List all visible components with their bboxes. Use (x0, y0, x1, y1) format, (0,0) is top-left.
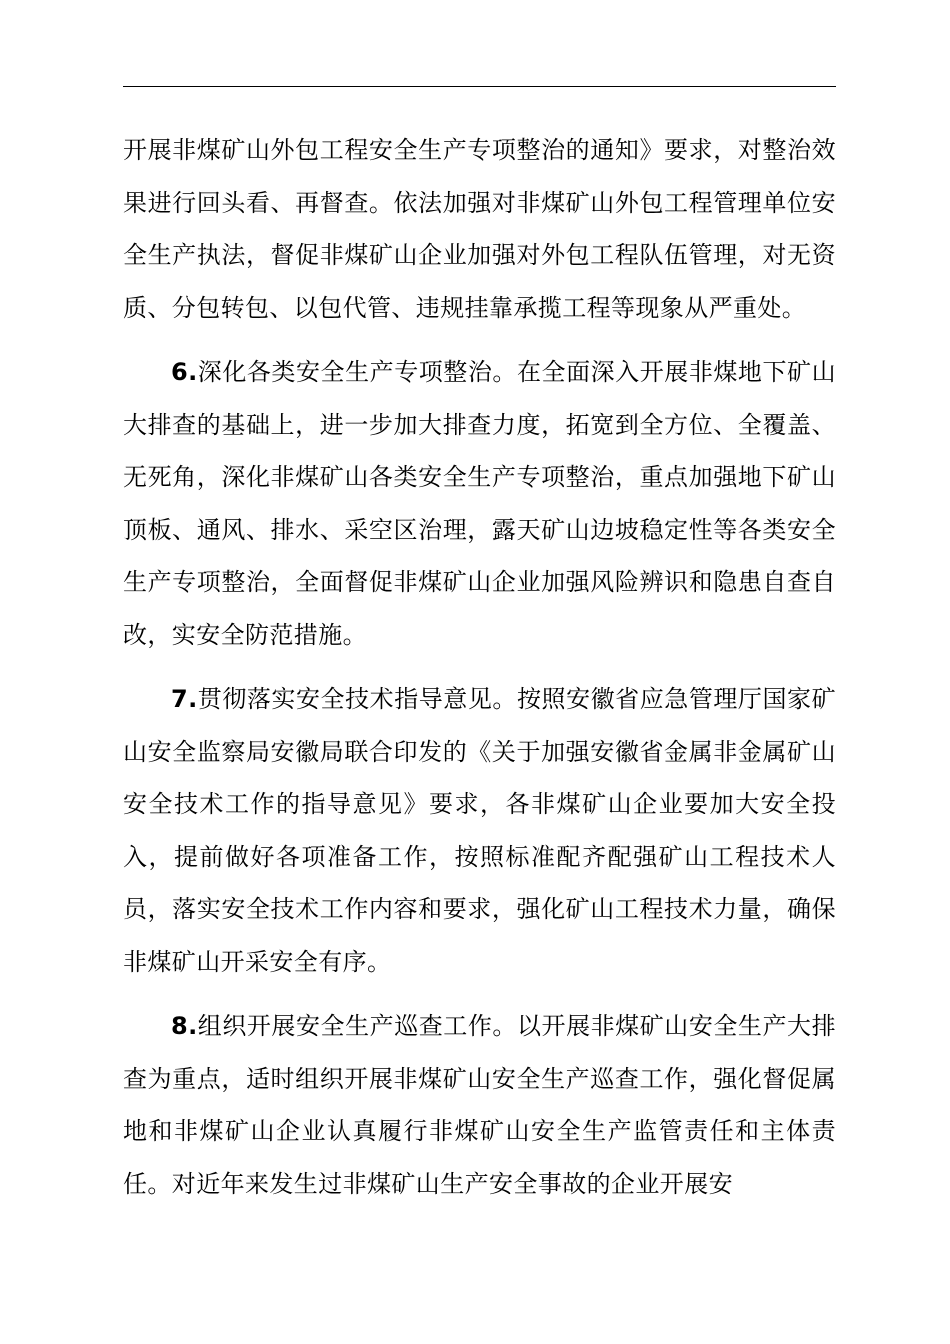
header-rule (123, 86, 836, 87)
item-number: 8. (171, 1012, 198, 1040)
body-text (123, 124, 836, 1210)
paragraph-continued (123, 124, 836, 334)
item-number: 7. (171, 685, 198, 713)
paragraph-item-7 (123, 673, 836, 988)
paragraph-text: 组织开展安全生产巡查工作。以开展非煤矿山安全生产大排查为重点，适时组织开展非煤矿山安全生产巡查工作，强化督促属地和非煤矿山企业认真履行非煤矿山安全生产监管责任和主体责任。对近年来发生过非煤矿山生产安全事故的企业开展安 (123, 1012, 836, 1198)
paragraph-text: 贯彻落实安全技术指导意见。按照安徽省应急管理厅国家矿山安全监察局安徽局联合印发的《关于加强安徽省金属非金属矿山安全技术工作的指导意见》要求，各非煤矿山企业要加大安全投入，提前做好各项准备工作，按照标准配齐配强矿山工程技术人员，落实安全技术工作内容和要求，强化矿山工程技术力量，确保非煤矿山开采安全有序。 (123, 685, 836, 976)
item-number: 6. (171, 358, 198, 386)
paragraph-item-8 (123, 1000, 836, 1210)
paragraph-text: 深化各类安全生产专项整治。在全面深入开展非煤地下矿山大排查的基础上，进一步加大排查力度，拓宽到全方位、全覆盖、无死角，深化非煤矿山各类安全生产专项整治，重点加强地下矿山顶板、通风、排水、采空区治理，露天矿山边坡稳定性等各类安全生产专项整治，全面督促非煤矿山企业加强风险辨识和隐患自查自改，实安全防范措施。 (123, 358, 836, 649)
paragraph-text: 开展非煤矿山外包工程安全生产专项整治的通知》要求，对整治效果进行回头看、再督查。依法加强对非煤矿山外包工程管理单位安全生产执法，督促非煤矿山企业加强对外包工程队伍管理，对无资质、分包转包、以包代管、违规挂靠承揽工程等现象从严重处。 (123, 136, 836, 322)
paragraph-item-6 (123, 346, 836, 661)
